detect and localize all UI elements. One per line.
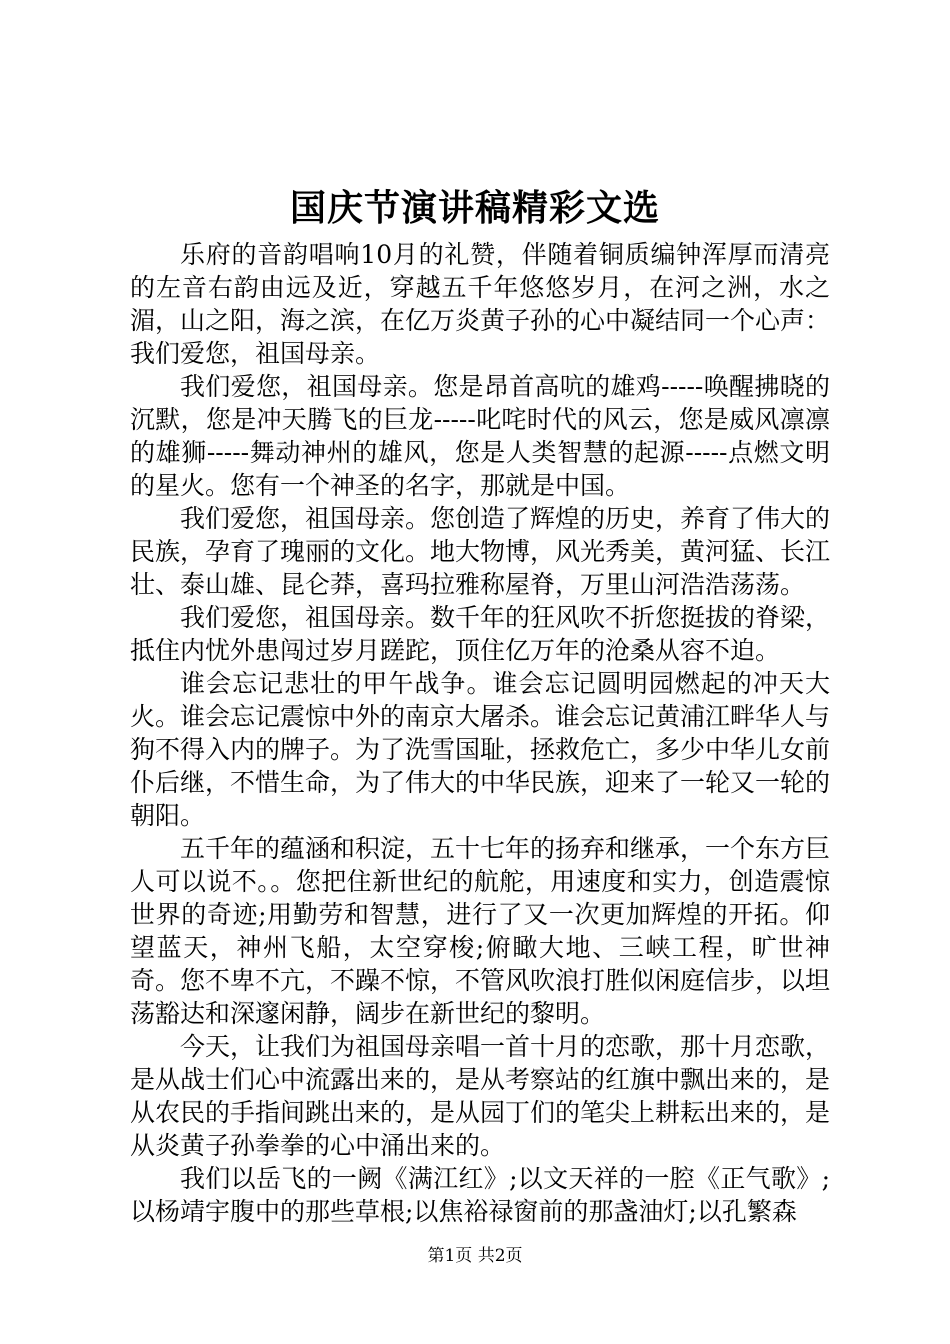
paragraph: 我们爱您，祖国母亲。您创造了辉煌的历史，养育了伟大的民族，孕育了瑰丽的文化。地大物博，风光秀美，黄河猛、长江壮、泰山雄、昆仑莽，喜玛拉雅称屋脊，万里山河浩浩荡荡。 [130, 504, 831, 599]
paragraph: 乐府的音韵唱响10月的礼赞，伴随着铜质编钟浑厚而清亮的左音右韵由远及近，穿越五千年悠悠岁月，在河之洲，水之湄，山之阳，海之滨，在亿万炎黄子孙的心中凝结同一个心声：我们爱您，祖国母亲。 [130, 240, 831, 368]
document-body [130, 238, 830, 1228]
paragraph: 五千年的蕴涵和积淀，五十七年的扬弃和继承，一个东方巨人可以说不。。您把住新世纪的航舵，用速度和实力，创造震惊世界的奇迹;用勤劳和智慧，进行了又一次更加辉煌的开拓。仰望蓝天，神州飞船，太空穿梭;俯瞰大地、三峡工程，旷世神奇。您不卑不亢，不躁不惊，不管风吹浪打胜似闲庭信步，以坦荡豁达和深邃闲静，阔步在新世纪的黎明。 [130, 834, 831, 1028]
page-number-footer: 第1页 共2页 [427, 1246, 523, 1266]
paragraph: 我们爱您，祖国母亲。您是昂首高吭的雄鸡-----唤醒拂晓的沉默，您是冲天腾飞的巨龙-----叱咤时代的风云，您是威风凛凛的雄狮-----舞动神州的雄风，您是人类智慧的起源-----点燃文明的星火。您有一个神圣的名字，那就是中国。 [130, 372, 830, 500]
document-title: 国庆节演讲稿精彩文选 [289, 187, 660, 229]
paragraph: 我们爱您，祖国母亲。数千年的狂风吹不折您挺拔的脊梁，抵住内忧外患闯过岁月蹉跎，顶住亿万年的沧桑从容不迫。 [130, 603, 831, 665]
paragraph: 我们以岳飞的一阙《满江红》;以文天祥的一腔《正气歌》;以杨靖宇腹中的那些草根;以焦裕禄窗前的那盏油灯;以孔繁森 [130, 1164, 830, 1226]
paragraph: 谁会忘记悲壮的甲午战争。谁会忘记圆明园燃起的冲天大火。谁会忘记震惊中外的南京大屠杀。谁会忘记黄浦江畔华人与狗不得入内的牌子。为了洗雪国耻，拯救危亡，多少中华儿女前仆后继，不惜生命，为了伟大的中华民族，迎来了一轮又一轮的朝阳。 [130, 669, 831, 830]
paragraph: 今天，让我们为祖国母亲唱一首十月的恋歌，那十月恋歌，是从战士们心中流露出来的，是从考察站的红旗中飘出来的，是从农民的手指间跳出来的，是从园丁们的笔尖上耕耘出来的，是从炎黄子孙拳拳的心中涌出来的。 [130, 1032, 831, 1160]
